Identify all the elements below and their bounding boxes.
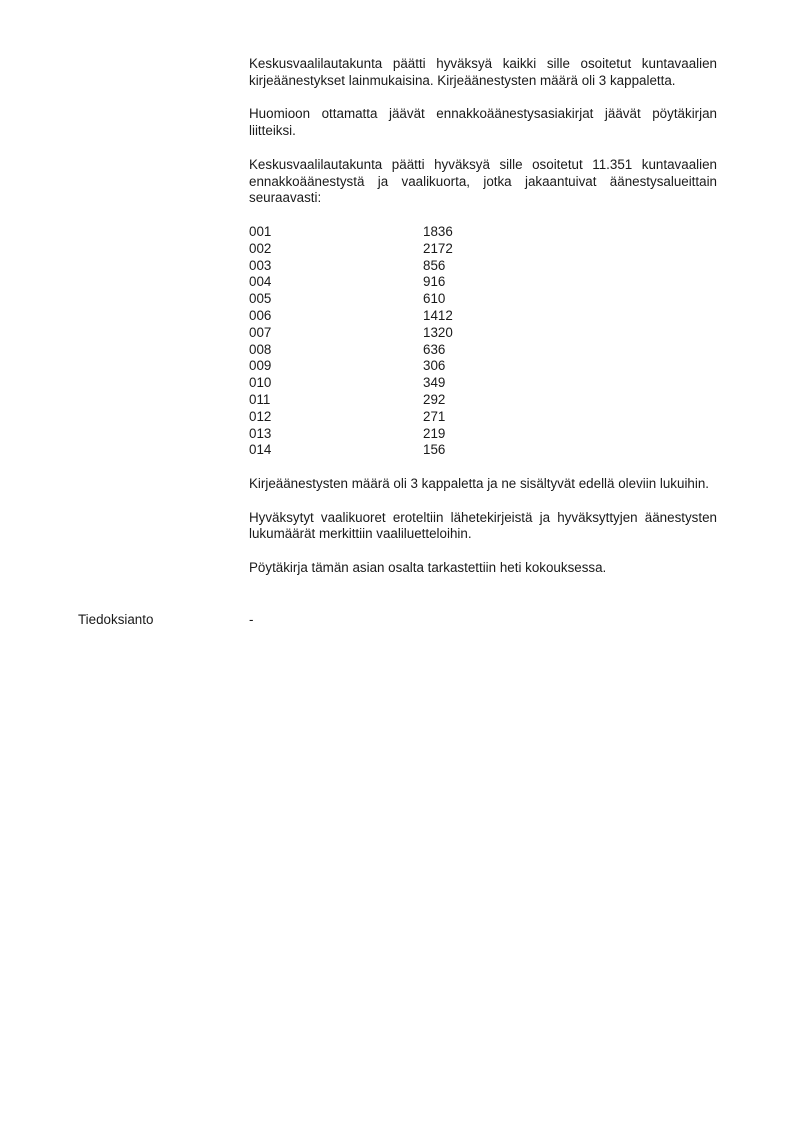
area-code: 013: [249, 425, 272, 441]
vote-count: 916: [423, 274, 446, 290]
vote-count: 1836: [423, 223, 453, 239]
table-row: [249, 392, 717, 409]
area-code: 001: [249, 223, 272, 239]
vote-count: 292: [423, 391, 446, 407]
area-code: 008: [249, 341, 272, 357]
area-code: 014: [249, 442, 272, 458]
notice-value: -: [249, 612, 254, 627]
paragraph-attachments: Huomioon ottamatta jäävät ennakkoäänestysasiakirjat jäävät pöytäkirjan liitteiksi.: [249, 106, 717, 139]
area-code: 002: [249, 240, 272, 256]
vote-count: 156: [423, 442, 446, 458]
table-row: [249, 426, 717, 443]
table-row: [249, 308, 717, 325]
paragraph-letter-votes: Keskusvaalilautakunta päätti hyväksyä kaikki sille osoitetut kuntavaalien kirjeäänestykset lainmukaisina. Kirjeäänestysten määrä oli 3 kappaletta.: [249, 56, 717, 88]
vote-count: 271: [423, 408, 446, 424]
table-row: [249, 325, 717, 342]
votes-by-area-table: [249, 224, 717, 459]
notice-label: Tiedoksianto: [78, 612, 154, 627]
area-code: 004: [249, 274, 272, 290]
table-row: [249, 375, 717, 392]
paragraph-envelopes-separated: Hyväksytyt vaalikuoret eroteltiin lähetekirjeistä ja hyväksyttyjen äänestysten lukumäärät merkittiin vaaliluetteloihin.: [249, 509, 717, 542]
vote-count: 856: [423, 257, 446, 273]
table-row: [249, 241, 717, 258]
area-code: 012: [249, 408, 272, 424]
area-code: 009: [249, 358, 272, 374]
vote-count: 219: [423, 425, 446, 441]
area-code: 003: [249, 257, 272, 273]
table-row: [249, 358, 717, 375]
area-code: 011: [249, 391, 271, 407]
vote-count: 1320: [423, 324, 453, 340]
table-row: [249, 342, 717, 359]
notice-row: [78, 612, 253, 629]
area-code: 006: [249, 307, 272, 323]
table-row: [249, 409, 717, 426]
table-row: [249, 224, 717, 241]
area-code: 005: [249, 291, 272, 307]
table-row: [249, 258, 717, 275]
paragraph-advance-votes: Keskusvaalilautakunta päätti hyväksyä sille osoitetut 11.351 kuntavaalien ennakkoäänestystä ja vaalikuorta, jotka jakaantuivat äänestysalueittain seuraavasti:: [249, 156, 717, 206]
area-code: 010: [249, 375, 272, 391]
vote-count: 349: [423, 375, 446, 391]
area-code: 007: [249, 324, 272, 340]
vote-count: 306: [423, 358, 446, 374]
decision-body: [249, 56, 717, 594]
vote-count: 636: [423, 341, 446, 357]
vote-count: 610: [423, 291, 446, 307]
vote-count: 1412: [423, 307, 453, 323]
vote-count: 2172: [423, 240, 453, 256]
paragraph-letter-votes-included: Kirjeäänestysten määrä oli 3 kappaletta ja ne sisältyvät edellä oleviin lukuihin.: [249, 475, 710, 491]
table-row: [249, 274, 717, 291]
table-row: [249, 291, 717, 308]
table-row: [249, 442, 717, 459]
paragraph-minutes-checked: Pöytäkirja tämän asian osalta tarkastettiin heti kokouksessa.: [249, 559, 607, 575]
